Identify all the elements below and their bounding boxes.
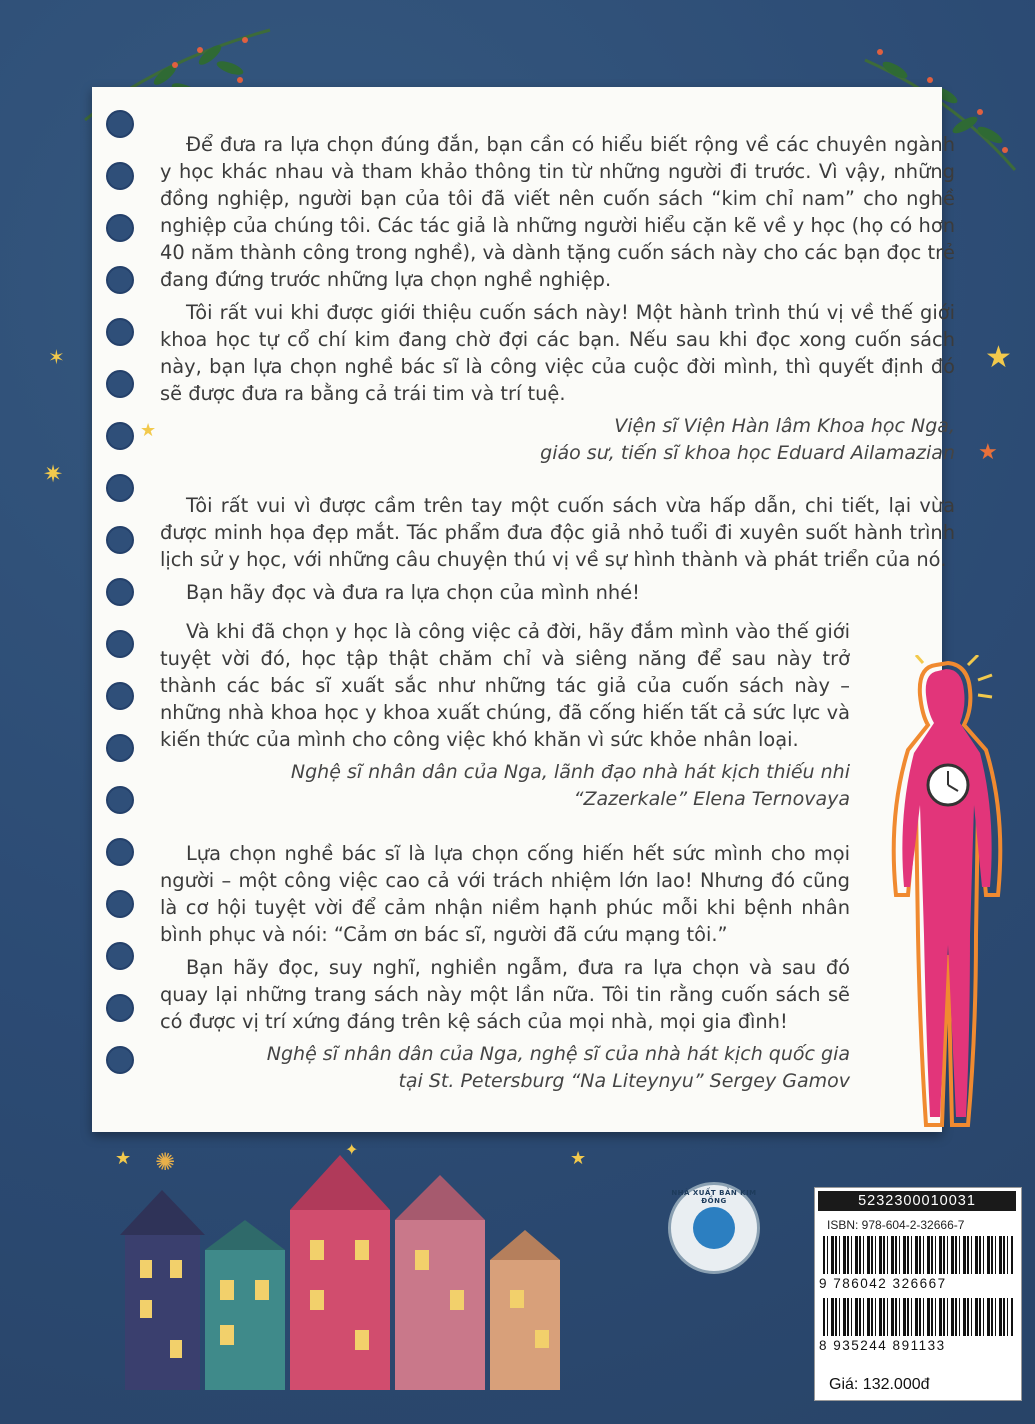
isbn-barcode-number: 9 786042 326667 xyxy=(819,1276,947,1291)
ean-barcode xyxy=(823,1298,1013,1336)
star-icon: ✦ xyxy=(345,1140,359,1159)
binding-hole xyxy=(106,422,134,450)
publisher-logo xyxy=(668,1182,760,1274)
signature-line: tại St. Petersburg “Na Liteynyu” Sergey Gamov xyxy=(398,1070,850,1092)
binding-hole xyxy=(106,318,134,346)
star-icon: ★ xyxy=(570,1148,587,1169)
star-icon: ★ xyxy=(140,420,157,441)
binding-hole xyxy=(106,630,134,658)
binding-hole xyxy=(106,942,134,970)
signature-line: “Zazerkale” Elena Ternovaya xyxy=(573,788,850,810)
signature-line: Nghệ sĩ nhân dân của Nga, nghệ sĩ của nhà hát kịch quốc gia xyxy=(266,1043,850,1065)
foreword-section-4 xyxy=(160,840,850,1095)
foreword-paragraph: Tôi rất vui vì được cầm trên tay một cuốn sách vừa hấp dẫn, chi tiết, lại vừa được minh họa đẹp mắt. Tác phẩm đưa độc giả nhỏ tuổi đi xuyên suốt hành trình lịch sử y học, với những câu chuyện thú vị về sự hình thành và phát triển của nó. xyxy=(160,494,955,571)
binding-hole xyxy=(106,370,134,398)
houses-illustration xyxy=(120,1150,590,1390)
star-icon: ✶ xyxy=(48,345,65,369)
signature-line: giáo sư, tiến sĩ khoa học Eduard Ailamazian xyxy=(540,442,955,464)
signature-line: Nghệ sĩ nhân dân của Nga, lãnh đạo nhà hát kịch thiếu nhi xyxy=(290,761,850,783)
star-icon: ★ xyxy=(978,440,998,465)
binding-hole xyxy=(106,786,134,814)
foreword-paragraph: Bạn hãy đọc và đưa ra lựa chọn của mình nhé! xyxy=(186,581,640,604)
barcode-panel xyxy=(814,1187,1022,1401)
binding-hole xyxy=(106,214,134,242)
product-code: 5232300010031 xyxy=(818,1191,1016,1211)
foreword-paragraph: Và khi đã chọn y học là công việc cả đời, hãy đắm mình vào thế giới tuyệt vời đó, học tập thật chăm chỉ và siêng năng để sau này trở thành các bác sĩ xuất sắc như những tác giả của cuốn sách này – những nhà khoa học y khoa xuất chúng, đã cống hiến tất cả sức lực và kiến thức của mình cho công việc khó khăn vì sức khỏe nhân loại. xyxy=(160,620,850,751)
binding-hole xyxy=(106,162,134,190)
binding-hole xyxy=(106,734,134,762)
signature-line: Viện sĩ Viện Hàn lâm Khoa học Nga, xyxy=(614,415,955,437)
notepad-binding-holes xyxy=(92,110,142,1120)
binding-hole xyxy=(106,682,134,710)
foreword-section-2 xyxy=(160,492,955,612)
isbn-label: ISBN: 978-604-2-32666-7 xyxy=(827,1218,965,1232)
binding-hole xyxy=(106,994,134,1022)
star-icon: ★ xyxy=(115,1148,132,1169)
foreword-section-1 xyxy=(160,131,955,467)
price-label: Giá: 132.000đ xyxy=(829,1376,930,1393)
human-figure-illustration xyxy=(878,655,1018,1135)
binding-hole xyxy=(106,266,134,294)
foreword-section-3 xyxy=(160,618,850,813)
foreword-paragraph: Để đưa ra lựa chọn đúng đắn, bạn cần có hiểu biết rộng về các chuyên ngành y học khác nhau và tham khảo thông tin từ những người đi trước. Vì vậy, những đồng nghiệp, người bạn của tôi đã viết nên cuốn sách “kim chỉ nam” cho nghề nghiệp của chúng tôi. Các tác giả là những người hiểu cặn kẽ về y học (họ có hơn 40 năm thành công trong nghề), và dành tặng cuốn sách này cho các bạn đọc trẻ đang đứng trước những lựa chọn nghề nghiệp. xyxy=(160,133,955,291)
binding-hole xyxy=(106,526,134,554)
publisher-logo-text: NHÀ XUẤT BẢN KIM ĐỒNG xyxy=(671,1189,757,1205)
binding-hole xyxy=(106,110,134,138)
binding-hole xyxy=(106,474,134,502)
firework-icon: ✺ xyxy=(155,1148,176,1176)
ean-barcode-number: 8 935244 891133 xyxy=(819,1338,946,1353)
foreword-paragraph: Tôi rất vui khi được giới thiệu cuốn sách này! Một hành trình thú vị về thế giới khoa học tự cổ chí kim đang chờ đợi các bạn. Nếu sau khi đọc xong cuốn sách này, bạn lựa chọn nghề bác sĩ là công việc của cuộc đời mình, thì quyết định đó sẽ được đưa ra bằng cả trái tim và trí tuệ. xyxy=(160,301,955,405)
binding-hole xyxy=(106,890,134,918)
star-icon: ★ xyxy=(985,340,1012,375)
binding-hole xyxy=(106,578,134,606)
foreword-paragraph: Bạn hãy đọc, suy nghĩ, nghiền ngẫm, đưa ra lựa chọn và sau đó quay lại những trang sách này một lần nữa. Tôi tin rằng cuốn sách sẽ có được vị trí xứng đáng trên kệ sách của mọi nhà, mọi gia đình! xyxy=(160,956,850,1033)
star-icon: ✷ xyxy=(43,460,64,488)
publisher-emblem-icon xyxy=(693,1207,735,1249)
binding-hole xyxy=(106,838,134,866)
foreword-paragraph: Lựa chọn nghề bác sĩ là lựa chọn cống hiến hết sức mình cho mọi người – một công việc cao cả với trách nhiệm lớn lao! Nhưng đó cũng là cơ hội tuyệt vời để cảm nhận niềm hạnh phúc mỗi khi bệnh nhân bình phục và nói: “Cảm ơn bác sĩ, người đã cứu mạng tôi.” xyxy=(160,842,850,946)
isbn-barcode xyxy=(823,1236,1013,1274)
binding-hole xyxy=(106,1046,134,1074)
